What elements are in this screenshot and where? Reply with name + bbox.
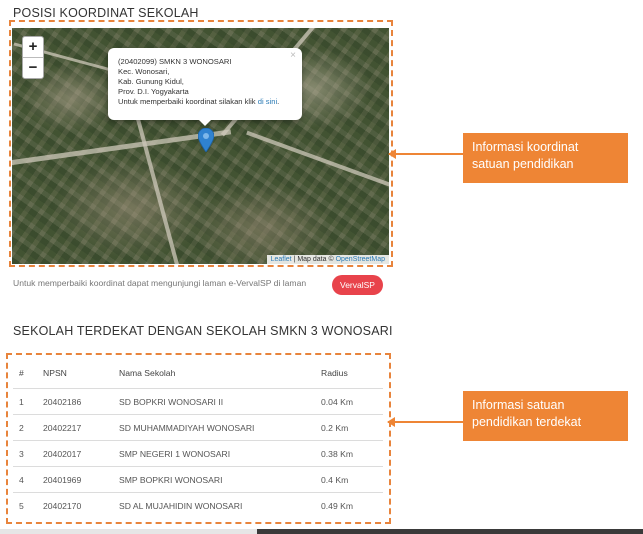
col-radius-header: Radius [321,368,348,378]
callout2-line1: Informasi satuan [472,398,565,412]
callout-nearby-info [463,391,628,441]
zoom-in-button[interactable]: + [28,38,38,55]
row-school-name: SMP BOPKRI WONOSARI [113,467,315,493]
callout2-arrowhead-icon [387,417,395,427]
popup-district: Kec. Wonosari, [118,67,170,76]
callout-coordinate-info [463,133,628,183]
row-school-name: SD BOPKRI WONOSARI II [113,389,315,415]
row-school-name: SD MUHAMMADIYAH WONOSARI [113,415,315,441]
row-number: 3 [13,441,37,467]
callout1-line2: satuan pendidikan [472,157,574,171]
row-radius: 0.38 Km [315,441,383,467]
map-highlight-frame [9,20,393,267]
row-npsn: 20402186 [37,389,113,415]
popup-regency: Kab. Gunung Kidul, [118,77,184,86]
row-npsn: 20402217 [37,415,113,441]
row-number: 5 [13,493,37,519]
row-radius: 0.04 Km [315,389,383,415]
row-school-name: SD AL MUJAHIDIN WONOSARI [113,493,315,519]
table-highlight-frame [6,353,391,524]
map-section-title: POSISI KOORDINAT SEKOLAH [13,6,199,20]
popup-school-name: (20402099) SMKN 3 WONOSARI [118,57,232,66]
leaflet-link[interactable]: Leaflet [270,256,292,263]
popup-province: Prov. D.I. Yogyakarta [118,87,189,96]
row-radius: 0.49 Km [315,493,383,519]
row-number: 1 [13,389,37,415]
col-npsn-header: NPSN [43,368,67,378]
col-school-name-header: Nama Sekolah [119,368,176,378]
row-radius: 0.2 Km [315,415,383,441]
page-bottom-bar [0,529,643,534]
popup-fix-link[interactable]: di sini [257,97,278,106]
row-radius: 0.4 Km [315,467,383,493]
row-school-name: SMP NEGERI 1 WONOSARI [113,441,315,467]
popup-fix-text: Untuk memperbaiki koordinat silakan klik [118,97,256,106]
verval-sp-button[interactable]: VervalSP [332,275,383,295]
popup-fix-note: Untuk memperbaiki koordinat silakan klik di sini. [118,97,280,106]
col-number-header: # [19,368,24,378]
popup-close-button[interactable]: × [290,50,296,61]
callout2-connector [388,421,463,423]
row-npsn: 20402170 [37,493,113,519]
row-number: 4 [13,467,37,493]
row-npsn: 20402017 [37,441,113,467]
verval-note: Untuk memperbaiki koordinat dapat mengunjungi laman e-VervalSP di laman [13,278,307,288]
attribution-separator: | Map data © [291,256,336,263]
nearby-section-title: SEKOLAH TERDEKAT DENGAN SEKOLAH SMKN 3 WONOSARI [13,324,393,338]
callout1-connector [389,153,463,155]
zoom-out-button[interactable]: − [23,57,43,78]
row-number: 2 [13,415,37,441]
row-npsn: 20401969 [37,467,113,493]
osm-link[interactable]: OpenStreetMap [335,256,385,263]
callout1-arrowhead-icon [388,149,396,159]
callout2-line2: pendidikan terdekat [472,415,582,429]
callout1-line1: Informasi koordinat [472,140,579,154]
